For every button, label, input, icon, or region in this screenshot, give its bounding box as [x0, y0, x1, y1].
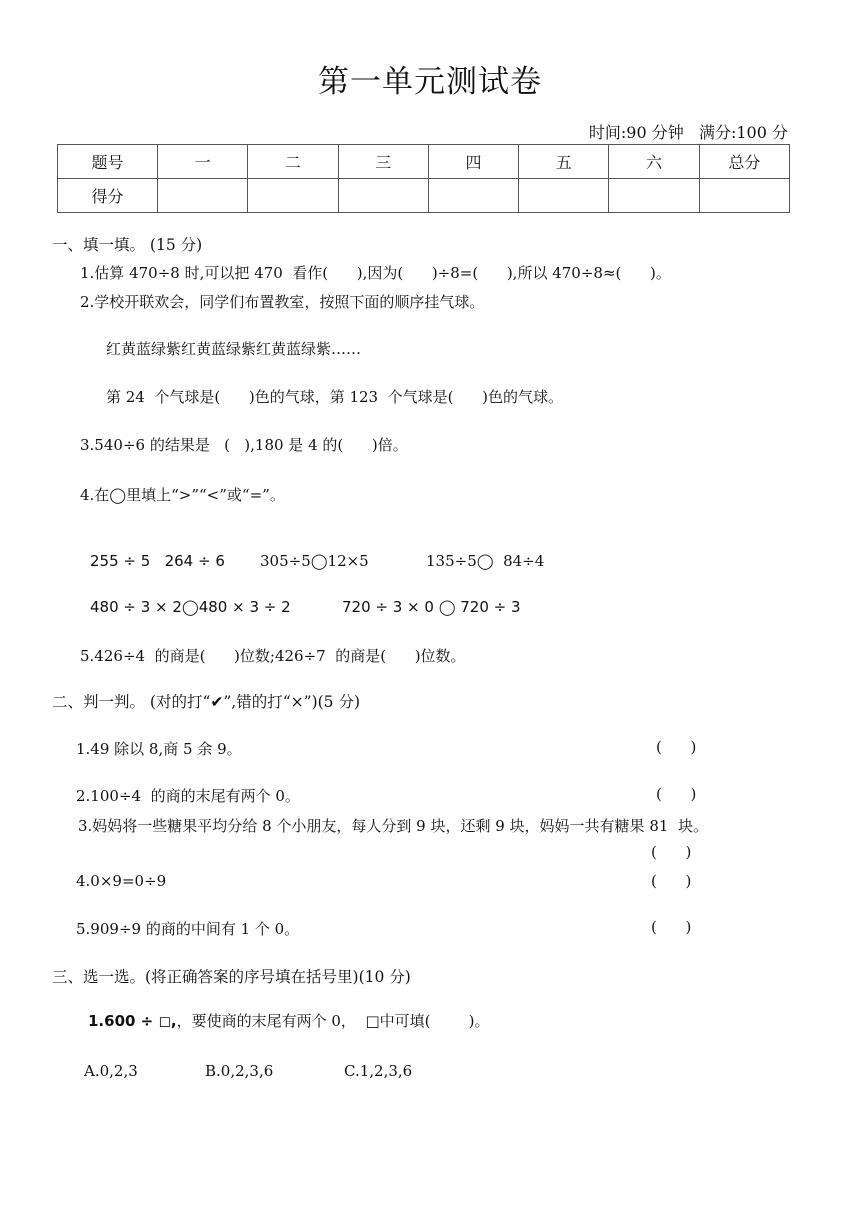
section-2-heading: 二、判一判。 (对的打“✔”,错的打“×”)(5 分)	[52, 693, 361, 711]
score-header-cell: 一	[158, 145, 248, 179]
s1-question-1: 1.估算 470÷8 时,可以把 470 看作( ),因为( )÷8=( ),所以 470÷8≈( )。	[80, 264, 671, 282]
score-header-cell: 四	[428, 145, 518, 179]
score-cell[interactable]	[519, 179, 609, 213]
s1-question-5: 5.426÷4 的商是( )位数;426÷7 的商是( )位数。	[80, 647, 466, 665]
score-cell[interactable]	[248, 179, 338, 213]
s1-question-4: 4.在◯里填上“>”“<”或“=”。	[80, 486, 285, 504]
score-header-cell: 五	[519, 145, 609, 179]
s2-item-2: 2.100÷4 的商的末尾有两个 0。	[76, 787, 300, 805]
s2-item-3: 3.妈妈将一些糖果平均分给 8 个小朋友，每人分到 9 块，还剩 9 块，妈妈一共有糖果 81 块。	[78, 817, 708, 835]
s3-option-c: C.1,2,3,6	[344, 1062, 413, 1080]
s2-item-1: 1.49 除以 8,商 5 余 9。	[76, 740, 242, 758]
score-cell[interactable]	[428, 179, 518, 213]
s2-answer-5[interactable]: ( )	[651, 918, 692, 936]
score-header-cell: 二	[248, 145, 338, 179]
s2-item-4: 4.0×9=0÷9	[76, 872, 167, 890]
s1-q4-item-a: 255 ÷ 5 264 ÷ 6	[90, 552, 225, 570]
s3-q1-text: ，要使商的末尾有两个 0， □中可填( )。	[176, 1012, 490, 1030]
s1-q2-sequence: 红黄蓝绿紫红黄蓝绿紫红黄蓝绿紫……	[106, 340, 362, 358]
s2-answer-2[interactable]: ( )	[656, 785, 697, 803]
s2-answer-3[interactable]: ( )	[651, 843, 692, 861]
s3-q1-expression: 1.600 ÷ ◻,	[88, 1012, 177, 1030]
s2-answer-1[interactable]: ( )	[656, 738, 697, 756]
section-1-heading: 一、填一填。 (15 分)	[52, 236, 203, 254]
s1-question-2: 2.学校开联欢会，同学们布置教室，按照下面的顺序挂气球。	[80, 293, 485, 311]
score-header-row	[58, 145, 790, 179]
score-header-cell: 题号	[58, 145, 158, 179]
s1-q4-item-e: 720 ÷ 3 × 0 ◯ 720 ÷ 3	[342, 598, 521, 616]
score-cell[interactable]	[338, 179, 428, 213]
s1-q4-item-d: 480 ÷ 3 × 2◯480 × 3 ÷ 2	[90, 598, 291, 616]
s1-q2-question: 第 24 个气球是( )色的气球，第 123 个气球是( )色的气球。	[106, 388, 563, 406]
page-title: 第一单元测试卷	[318, 64, 542, 100]
s1-q4-item-b: 305÷5◯12×5	[260, 552, 369, 570]
s3-question-1	[88, 1010, 489, 1031]
score-header-cell: 总分	[699, 145, 789, 179]
s3-option-a: A.0,2,3	[84, 1062, 138, 1080]
score-cell[interactable]	[158, 179, 248, 213]
score-cell[interactable]	[699, 179, 789, 213]
s1-q4-item-c: 135÷5◯ 84÷4	[426, 552, 545, 570]
s2-answer-4[interactable]: ( )	[651, 872, 692, 890]
section-3-heading: 三、选一选。(将正确答案的序号填在括号里)(10 分)	[52, 968, 411, 986]
score-header-cell: 六	[609, 145, 699, 179]
score-header-cell: 三	[338, 145, 428, 179]
score-row-label: 得分	[58, 179, 158, 213]
score-table	[57, 144, 790, 213]
s2-item-5: 5.909÷9 的商的中间有 1 个 0。	[76, 920, 300, 938]
exam-meta: 时间:90 分钟 满分:100 分	[588, 123, 788, 142]
s3-option-b: B.0,2,3,6	[205, 1062, 274, 1080]
s1-question-3: 3.540÷6 的结果是 ( ),180 是 4 的( )倍。	[80, 436, 408, 454]
score-cell[interactable]	[609, 179, 699, 213]
score-value-row	[58, 179, 790, 213]
